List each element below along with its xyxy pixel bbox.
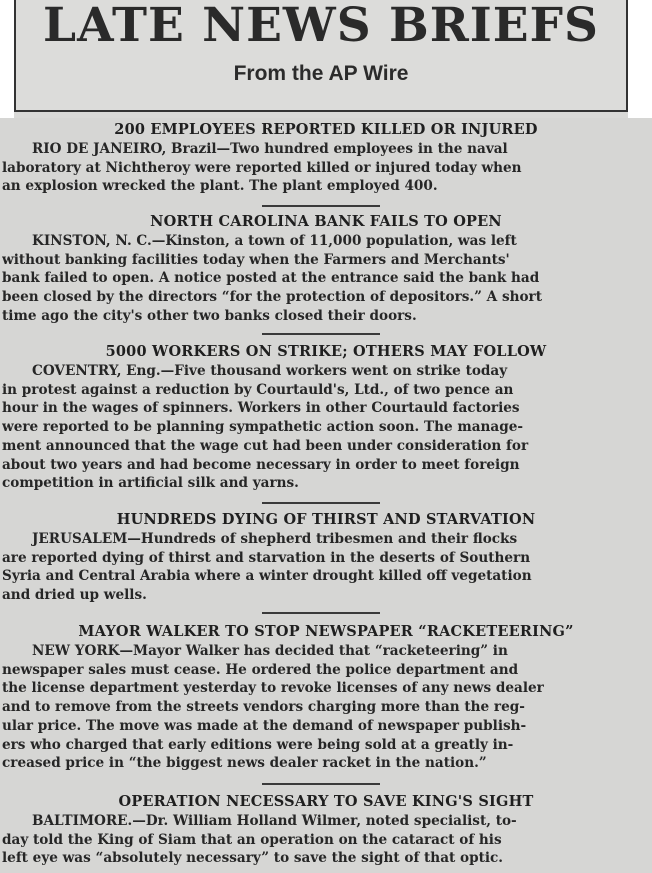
- divider-rule: [262, 502, 380, 504]
- divider-rule: [262, 333, 380, 335]
- story-line: an explosion wrecked the plant. The plant employed 400.: [2, 178, 438, 195]
- story-headline: 200 EMPLOYEES REPORTED KILLED OR INJURED: [114, 121, 538, 138]
- story-line: are reported dying of thirst and starvation in the deserts of Southern: [2, 549, 531, 566]
- story-line: newspaper sales must cease. He ordered the police department and: [2, 661, 519, 678]
- story-line: NEW YORK—Mayor Walker has decided that “racketeering” in: [32, 643, 508, 659]
- story-line: BALTIMORE.—Dr. William Holland Wilmer, noted specialist, to-: [32, 813, 517, 829]
- masthead-subtitle: From the AP Wire: [233, 62, 409, 85]
- margin-left: [0, 0, 14, 118]
- story-line: creased price in “the biggest news dealer racket in the nation.”: [2, 755, 487, 772]
- story-body: [0, 362, 652, 493]
- story-line: KINSTON, N. C.—Kinston, a town of 11,000 population, was left: [32, 233, 517, 249]
- story-line: ers who charged that early editions were being sold at a greatly in-: [2, 736, 514, 753]
- story-headline: MAYOR WALKER TO STOP NEWSPAPER “RACKETEERING”: [78, 623, 574, 640]
- news-story: [0, 212, 652, 326]
- story-line: bank failed to open. A notice posted at the entrance said the bank had: [2, 270, 540, 287]
- news-column: [0, 118, 652, 873]
- story-line: were reported to be planning sympathetic action soon. The manage-: [2, 419, 524, 436]
- story-line: day told the King of Siam that an operation on the cataract of his: [2, 831, 502, 848]
- story-line: and to remove from the streets vendors charging more than the reg-: [2, 699, 525, 716]
- story-line: Syria and Central Arabia where a winter drought killed off vegetation: [2, 568, 532, 585]
- story-headline: 5000 WORKERS ON STRIKE; OTHERS MAY FOLLOW: [105, 343, 547, 360]
- news-story: [0, 120, 652, 196]
- divider-rule: [262, 783, 380, 785]
- masthead-title: LATE NEWS BRIEFS: [43, 0, 599, 53]
- story-body: [0, 812, 652, 868]
- news-story: [0, 622, 652, 773]
- story-headline: NORTH CAROLINA BANK FAILS TO OPEN: [150, 213, 502, 230]
- story-line: the license department yesterday to revoke licenses of any news dealer: [2, 680, 544, 697]
- news-story: [0, 342, 652, 493]
- story-line: hour in the wages of spinners. Workers in other Courtauld factories: [2, 400, 520, 417]
- masthead: [14, 0, 628, 112]
- story-line: ment announced that the wage cut had been under consideration for: [2, 437, 529, 454]
- story-line: ular price. The move was made at the demand of newspaper publish-: [2, 717, 527, 734]
- story-body: [0, 530, 652, 605]
- story-line: left eye was “absolutely necessary” to save the sight of that optic.: [2, 850, 504, 867]
- story-line: competition in artificial silk and yarns.: [2, 475, 299, 492]
- divider-rule: [262, 612, 380, 614]
- story-line: RIO DE JANEIRO, Brazil—Two hundred employees in the naval: [32, 141, 508, 157]
- story-line: and dried up wells.: [2, 587, 147, 604]
- story-line: in protest against a reduction by Courtauld's, Ltd., of two pence an: [2, 381, 514, 398]
- story-body: [0, 232, 652, 326]
- story-line: COVENTRY, Eng.—Five thousand workers went on strike today: [32, 363, 508, 379]
- margin-right: [628, 0, 652, 118]
- story-headline: OPERATION NECESSARY TO SAVE KING'S SIGHT: [118, 793, 534, 810]
- news-story: [0, 510, 652, 605]
- divider-rule: [262, 205, 380, 207]
- story-body: [0, 140, 652, 196]
- story-line: about two years and had become necessary in order to meet foreign: [2, 456, 520, 473]
- story-line: been closed by the directors “for the protection of depositors.” A short: [2, 289, 542, 306]
- story-line: without banking facilities today when the Farmers and Merchants': [2, 251, 510, 268]
- story-line: laboratory at Nichtheroy were reported killed or injured today when: [2, 159, 522, 176]
- story-headline: HUNDREDS DYING OF THIRST AND STARVATION: [116, 511, 536, 528]
- story-line: time ago the city's other two banks closed their doors.: [2, 307, 417, 324]
- news-story: [0, 792, 652, 868]
- story-line: JERUSALEM—Hundreds of shepherd tribesmen and their flocks: [32, 531, 518, 547]
- story-body: [0, 642, 652, 773]
